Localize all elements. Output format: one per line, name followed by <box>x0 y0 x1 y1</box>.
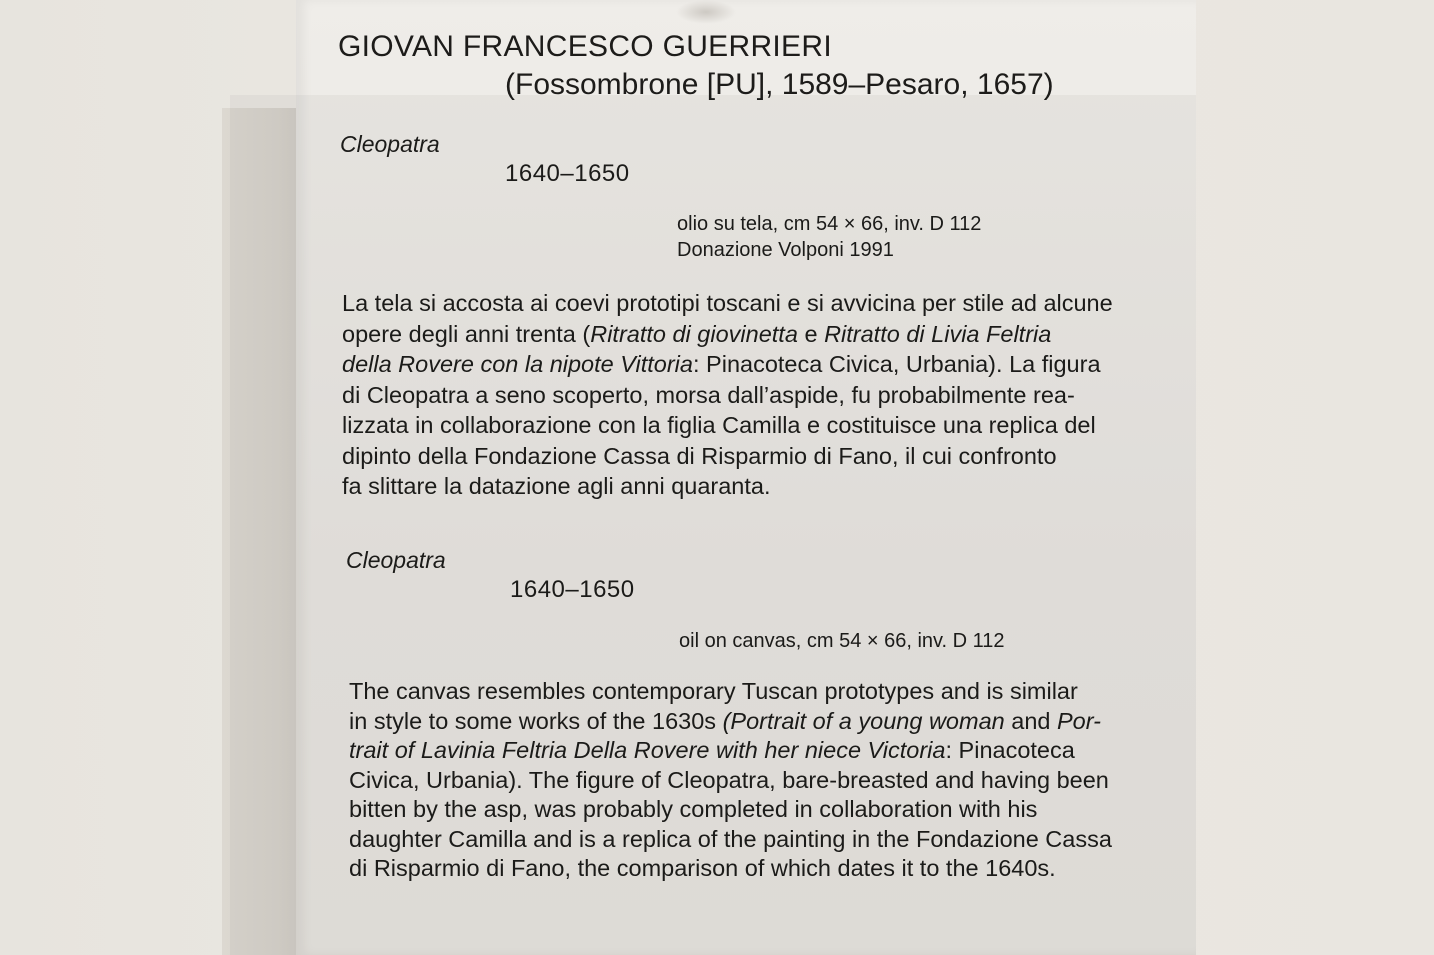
artist-name: GIOVAN FRANCESCO GUERRIERI <box>338 30 832 63</box>
medium-en: oil on canvas, cm 54 × 66, inv. D 112 <box>679 630 1005 652</box>
artwork-title-it: Cleopatra <box>340 131 440 157</box>
description-en <box>349 677 1112 884</box>
artwork-year-it: 1640–1650 <box>505 160 630 187</box>
desc-line: dipinto della Fondazione Cassa di Risparmio di Fano, il cui confronto <box>342 442 1057 469</box>
desc-line: trait of Lavinia Feltria Della Rovere with her niece Victoria: Pinacoteca <box>349 737 1075 763</box>
artist-life-dates: (Fossombrone [PU], 1589–Pesaro, 1657) <box>505 68 1054 101</box>
medium-it: olio su tela, cm 54 × 66, inv. D 112 <box>677 213 982 235</box>
wall-shadow <box>222 108 302 955</box>
artwork-title-en: Cleopatra <box>346 547 446 573</box>
desc-line: opere degli anni trenta (Ritratto di giovinetta e Ritratto di Livia Feltria <box>342 320 1052 347</box>
desc-line: The canvas resembles contemporary Tuscan prototypes and is similar <box>349 678 1078 704</box>
desc-line: di Risparmio di Fano, the comparison of which dates it to the 1640s. <box>349 855 1056 881</box>
hanging-hook <box>676 0 736 24</box>
desc-line: della Rovere con la nipote Vittoria: Pinacoteca Civica, Urbania). La figura <box>342 351 1101 377</box>
desc-line: fa slittare la datazione agli anni quaranta. <box>342 473 771 499</box>
desc-line: daughter Camilla and is a replica of the painting in the Fondazione Cassa <box>349 825 1112 852</box>
desc-line: in style to some works of the 1630s (Portrait of a young woman and Por- <box>349 707 1101 734</box>
artwork-year-en: 1640–1650 <box>510 576 635 603</box>
desc-line: Civica, Urbania). The figure of Cleopatra, bare-breasted and having been <box>349 766 1109 793</box>
description-it <box>342 288 1113 502</box>
desc-line: La tela si accosta ai coevi prototipi toscani e si avvicina per stile ad alcune <box>342 290 1113 316</box>
desc-line: lizzata in collaborazione con la figlia Camilla e costituisce una replica del <box>342 412 1096 438</box>
provenance-it: Donazione Volponi 1991 <box>677 239 894 261</box>
desc-line: di Cleopatra a seno scoperto, morsa dall’aspide, fu probabilmente rea- <box>342 381 1075 408</box>
desc-line: bitten by the asp, was probably completed in collaboration with his <box>349 796 1038 822</box>
